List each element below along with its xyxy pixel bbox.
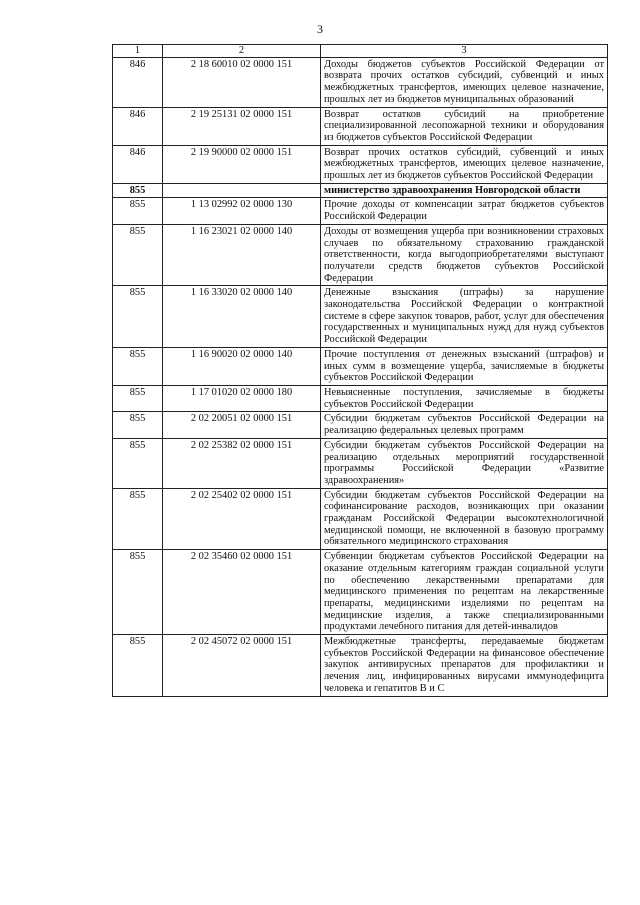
table-row <box>113 550 608 635</box>
revenue-name-cell: Субсидии бюджетам субъектов Российской Федерации на реализацию федеральных целевых программ <box>321 412 608 438</box>
revenue-name-cell: министерство здравоохранения Новгородской области <box>321 183 608 198</box>
admin-code-cell: 855 <box>113 183 163 198</box>
revenue-name-cell: Прочие поступления от денежных взысканий (штрафов) и иных сумм в возмещение ущерба, зачисляемые в бюджеты субъектов Российской Федерации <box>321 347 608 385</box>
table-row <box>113 145 608 183</box>
budget-code-cell: 1 13 02992 02 0000 130 <box>163 198 321 224</box>
admin-code-cell: 846 <box>113 57 163 107</box>
revenue-name-cell: Субсидии бюджетам субъектов Российской Федерации на софинансирование расходов, возникающих при оказании гражданам Российской Федерации высокотехнологичной медицинской помощи, не включенной в базовую программу обязательного медицинского страхования <box>321 488 608 550</box>
budget-code-cell: 1 16 90020 02 0000 140 <box>163 347 321 385</box>
budget-code-cell: 2 02 45072 02 0000 151 <box>163 635 321 697</box>
admin-code-cell: 855 <box>113 438 163 488</box>
table-row <box>113 412 608 438</box>
budget-code-cell: 1 17 01020 02 0000 180 <box>163 385 321 411</box>
revenue-name-cell: Прочие доходы от компенсации затрат бюджетов субъектов Российской Федерации <box>321 198 608 224</box>
page-number: 3 <box>317 22 323 36</box>
admin-code-cell: 846 <box>113 107 163 145</box>
table-row <box>113 347 608 385</box>
table-row <box>113 107 608 145</box>
revenue-name-cell: Доходы от возмещения ущерба при возникновении страховых случаев по обязательному страхованию гражданской ответственности, когда выгодоприобретателями выступают получатели средств бюджетов субъектов Российской Федерации <box>321 224 608 286</box>
table-row <box>113 198 608 224</box>
header-col-3: 3 <box>321 45 608 58</box>
revenue-name-cell: Доходы бюджетов субъектов Российской Федерации от возврата прочих остатков субсидий, субвенций и иных межбюджетных трансфертов, имеющих целевое назначение, прошлых лет из бюджетов муниципальных образований <box>321 57 608 107</box>
budget-code-cell: 2 19 90000 02 0000 151 <box>163 145 321 183</box>
admin-code-cell: 855 <box>113 224 163 286</box>
header-row <box>113 45 608 58</box>
table-row <box>113 224 608 286</box>
revenue-name-cell: Межбюджетные трансферты, передаваемые бюджетам субъектов Российской Федерации на финансовое обеспечение закупок антивирусных препаратов для профилактики и лечения лиц, инфицированных вирусами иммунодефицита человека и гепатитов В и С <box>321 635 608 697</box>
table-row <box>113 57 608 107</box>
revenue-name-cell: Денежные взыскания (штрафы) за нарушение законодательства Российской Федерации о контрактной системе в сфере закупок товаров, работ, услуг для обеспечения государственных и муниципальных нужд для нужд субъектов Российской Федерации <box>321 286 608 348</box>
admin-code-cell: 846 <box>113 145 163 183</box>
admin-code-cell: 855 <box>113 550 163 635</box>
revenue-name-cell: Возврат остатков субсидий на приобретение специализированной лесопожарной техники и оборудования из бюджетов субъектов Российской Федерации <box>321 107 608 145</box>
revenue-name-cell: Субвенции бюджетам субъектов Российской Федерации на оказание отдельным категориям граждан социальной услуги по обеспечению лекарственными препаратами для медицинского применения по рецептам на лекарственные препараты, медицинскими изделиями по рецептам на медицинские изделия, а также специализированными продуктами лечебного питания для детей-инвалидов <box>321 550 608 635</box>
admin-code-cell: 855 <box>113 198 163 224</box>
revenue-name-cell: Невыясненные поступления, зачисляемые в бюджеты субъектов Российской Федерации <box>321 385 608 411</box>
budget-code-cell <box>163 183 321 198</box>
admin-code-cell: 855 <box>113 635 163 697</box>
budget-code-cell: 2 02 25402 02 0000 151 <box>163 488 321 550</box>
table-row <box>113 385 608 411</box>
header-col-2: 2 <box>163 45 321 58</box>
budget-code-cell: 2 02 25382 02 0000 151 <box>163 438 321 488</box>
budget-code-cell: 2 19 25131 02 0000 151 <box>163 107 321 145</box>
revenue-name-cell: Возврат прочих остатков субсидий, субвенций и иных межбюджетных трансфертов, имеющих целевое назначение, прошлых лет из бюджетов субъектов Российской Федерации <box>321 145 608 183</box>
admin-code-cell: 855 <box>113 385 163 411</box>
admin-code-cell: 855 <box>113 488 163 550</box>
table-row <box>113 183 608 198</box>
header-col-1: 1 <box>113 45 163 58</box>
table-row <box>113 438 608 488</box>
table-row <box>113 635 608 697</box>
budget-code-cell: 2 02 20051 02 0000 151 <box>163 412 321 438</box>
table-row <box>113 286 608 348</box>
budget-revenue-table <box>112 44 608 697</box>
budget-code-cell: 2 02 35460 02 0000 151 <box>163 550 321 635</box>
table-row <box>113 488 608 550</box>
budget-code-cell: 2 18 60010 02 0000 151 <box>163 57 321 107</box>
admin-code-cell: 855 <box>113 412 163 438</box>
budget-code-cell: 1 16 23021 02 0000 140 <box>163 224 321 286</box>
admin-code-cell: 855 <box>113 286 163 348</box>
revenue-name-cell: Субсидии бюджетам субъектов Российской Федерации на реализацию отдельных мероприятий государственной программы Российской Федерации «Развитие здравоохранения» <box>321 438 608 488</box>
budget-code-cell: 1 16 33020 02 0000 140 <box>163 286 321 348</box>
admin-code-cell: 855 <box>113 347 163 385</box>
